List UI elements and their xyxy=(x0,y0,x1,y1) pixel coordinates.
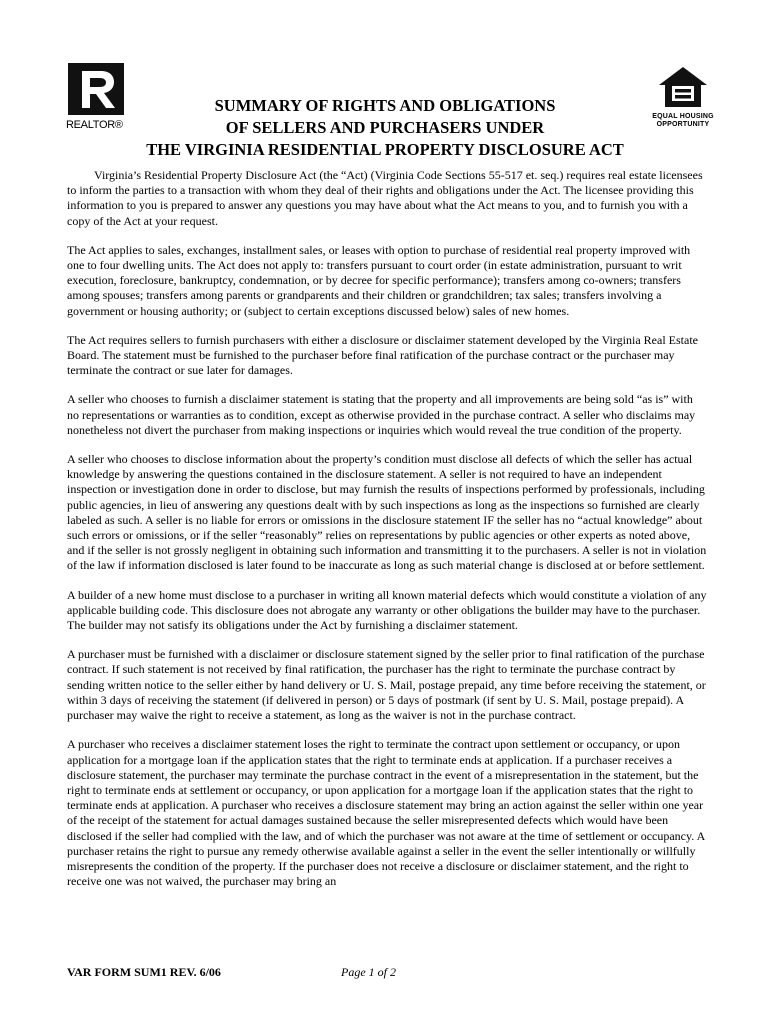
title-line-1: SUMMARY OF RIGHTS AND OBLIGATIONS xyxy=(214,96,556,115)
paragraph-purchaser-rights: A purchaser who receives a disclaimer statement loses the right to terminate the contract upon settlement or occupancy, or upon application for a mortgage loan if the application states that the right to terminate ends at application. If a purchaser receives a disclosure statement, the purchaser may terminate the purchase contract in the event of a misrepresentation in the statement, but the right to terminate ends at settlement or occupancy, or upon application for a mortgage loan if the application states that the right to terminate ends at application. A purchaser who receives a disclosure statement may bring an action against the seller within one year of the receipt of the statement for actual damages sustained because the seller misrepresented defects which would have been disclosed if the seller had complied with the law, and of which the purchaser was not aware at the time of settlement or occupancy. A purchaser retains the right to pursue any remedy otherwise available against a seller in the event the seller intentionally or willfully misrepresents the condition of the property. If the purchaser does not receive a disclosure or disclaimer statement, and the right to receive one was not waived, the purchaser may bring an xyxy=(67,737,705,889)
title-line-3: THE VIRGINIA RESIDENTIAL PROPERTY DISCLOSURE ACT xyxy=(146,140,624,159)
paragraph-seller-requirement: The Act requires sellers to furnish purchasers with either a disclosure or disclaimer statement developed by the Virginia Real Estate Board. The statement must be furnished to the purchaser before final ratification of the purchase contract or the purchaser may terminate the contract or sue later for damages. xyxy=(67,332,698,378)
equal-housing-label-1: EQUAL HOUSING xyxy=(652,113,714,120)
paragraph-purchaser-furnished: A purchaser must be furnished with a disclaimer or disclosure statement signed by the seller prior to final ratification of the purchase contract. If such statement is not received by final ratification, the purchaser has the right to terminate the purchase contract by sending written notice to the seller either by hand delivery or U. S. Mail, postage prepaid, any time before receiving the statement, or within 3 days of receiving the statement (if delivered in person) or 5 days of postmark (if sent by U. S. Mail, postage prepaid). A purchaser may waive the right to receive a statement, as long as the waiver is not in the purchase contract. xyxy=(67,647,706,723)
form-id: VAR FORM SUM1 REV. 6/06 xyxy=(67,965,221,979)
equal-housing-house-icon xyxy=(658,66,708,108)
paragraph-disclaimer: A seller who chooses to furnish a disclaimer statement is stating that the property and all improvements are being sold “as is” with no representations or warranties as to condition, except as otherwise provided in the purchase contract. A seller who disclaims may nonetheless not divert the purchaser from making inspections or inquiries which would reveal the true condition of the property. xyxy=(67,392,696,437)
realtor-label: REALTOR® xyxy=(66,119,123,131)
paragraph-disclosure: A seller who chooses to disclose information about the property’s condition must disclose all defects of which the seller has actual knowledge by answering the questions contained in the disclosure statement. A seller is not required to have an independent inspection or investigation done in order to disclose, but may furnish the results of inspections performed by professionals, including public agencies, in lieu of answering any questions dealt with by such inspections as long as the inspections so furnished are clearly labeled as such. A seller is no liable for errors or omissions in the disclosure statement IF the seller has no “actual knowledge” about such errors or omissions, or if the seller “reasonably” relies on representations by public agencies or other experts as noted above, and if the seller is not grossly negligent in obtaining such information and transmitting it to the purchasers. A seller is not in violation of the law if information disclosed is later found to be inaccurate as long as such material change is disclosed at or before settlement. xyxy=(67,452,707,573)
equal-housing-logo xyxy=(648,66,718,129)
title-line-2: OF SELLERS AND PURCHASERS UNDER xyxy=(225,118,545,137)
realtor-r-icon xyxy=(68,63,124,115)
realtor-logo xyxy=(66,63,128,131)
paragraph-intro: Virginia’s Residential Property Disclosure Act (the “Act) (Virginia Code Sections 55-517 et. seq.) requires real estate licensees to inform the parties to a transaction with whom they deal of their rights and obligations under the Act. The licensee providing this information to you is prepared to answer any questions you may have about what the Act means to you, and to furnish you with a copy of the Act at your request. xyxy=(67,168,703,228)
document-title xyxy=(120,95,650,161)
document-body xyxy=(67,168,707,903)
paragraph-builder: A builder of a new home must disclose to a purchaser in writing all known material defects which would constitute a violation of any applicable building code. This disclosure does not abrogate any warranty or other obligations the builder may have to the purchaser. The builder may not satisfy its obligations under the Act by furnishing a disclaimer statement. xyxy=(67,587,707,633)
page-number: Page 1 of 2 xyxy=(341,965,396,979)
paragraph-applicability: The Act applies to sales, exchanges, installment sales, or leases with option to purchase of residential real property improved with one to four dwelling units. The Act does not apply to: transfers pursuant to court order (in estate administration, pursuant to writ execution, foreclosure, bankruptcy, condemnation, or by decree for specific performance); transfers among co-owners; transfers among spouses; transfers among parents or grandparents and their children or grandchildren; tax sales; transfers involving a government or housing authority; or (subject to certain exceptions discussed below) sales of new homes. xyxy=(67,242,691,318)
equal-housing-label-2: OPPORTUNITY xyxy=(656,121,710,128)
